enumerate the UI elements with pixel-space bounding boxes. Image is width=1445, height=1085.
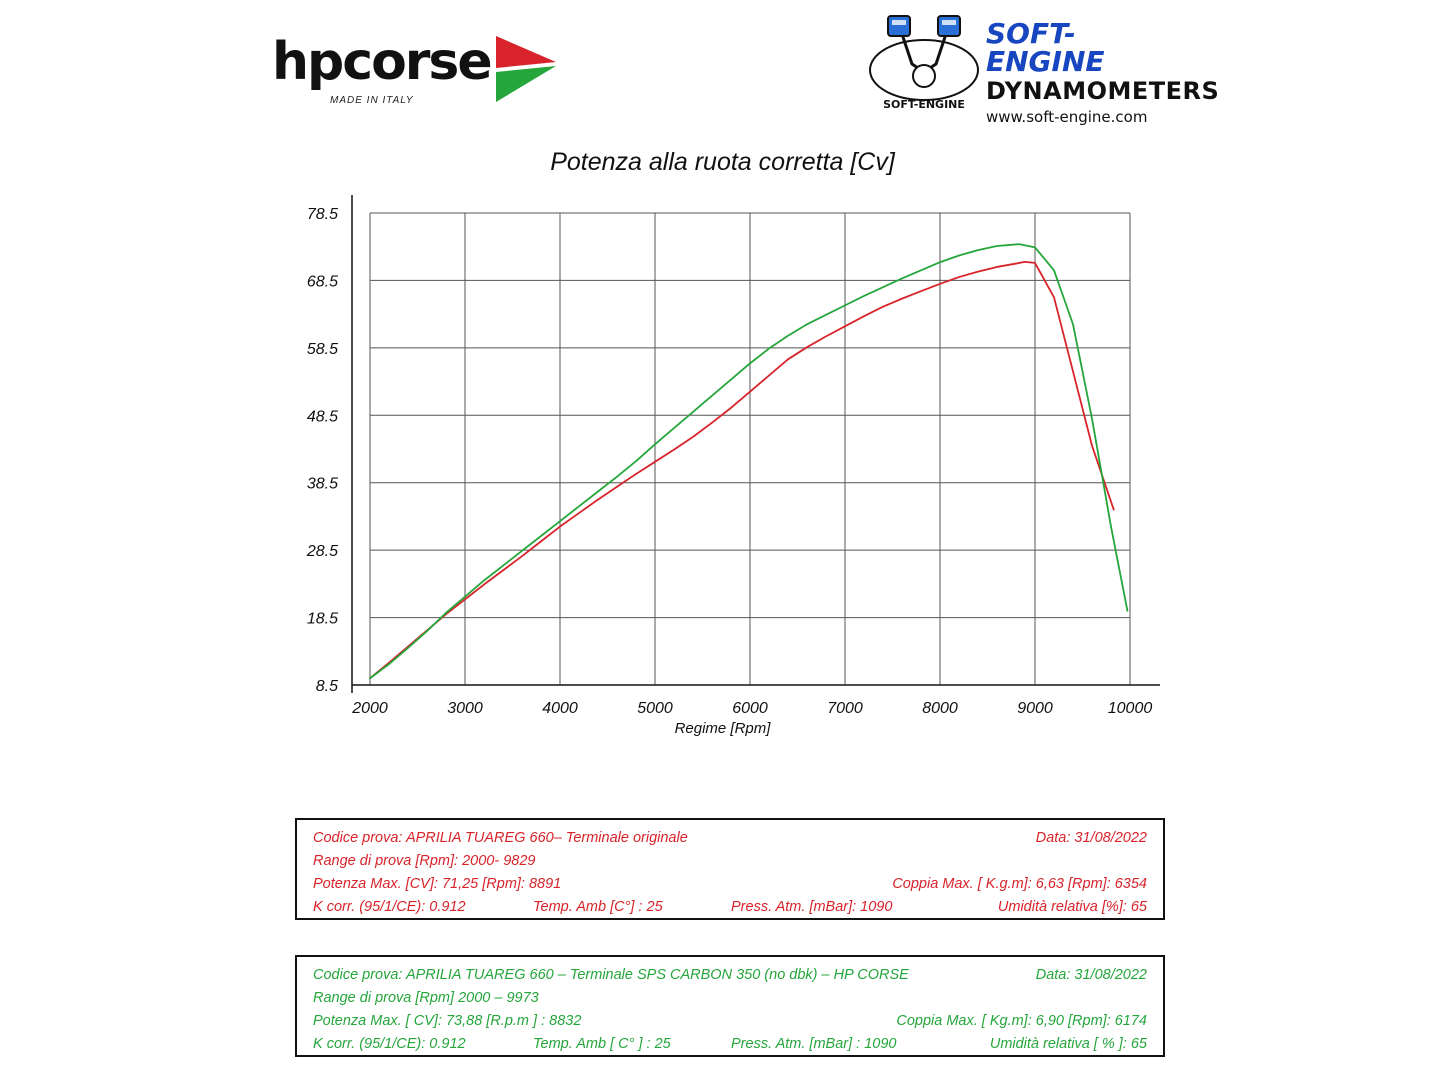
soft-engine-logo (868, 14, 1220, 127)
info-row (311, 990, 1149, 1013)
chart-canvas (0, 185, 1445, 755)
test-date-original: Data: 31/08/2022 (1035, 830, 1147, 846)
test-date-hpcorse: Data: 31/08/2022 (1035, 967, 1147, 983)
header-logos (0, 0, 1445, 130)
ambient-temp-hpcorse: Temp. Amb [ C° ] : 25 (533, 1036, 671, 1052)
humidity-original: Umidità relativa [%]: 65 (997, 899, 1147, 915)
x-tick-label: 10000 (1107, 700, 1153, 717)
x-tick-label: 5000 (637, 700, 673, 717)
hpcorse-logo (272, 28, 572, 118)
y-tick-label: 78.5 (306, 206, 338, 223)
info-row (311, 899, 1149, 922)
y-tick-label: 8.5 (315, 678, 338, 695)
info-row (311, 853, 1149, 876)
soft-engine-badge-icon (868, 14, 980, 112)
soft-engine-url: www.soft-engine.com (986, 108, 1148, 127)
info-row (311, 1013, 1149, 1036)
info-row (311, 1036, 1149, 1059)
series-line-original (370, 262, 1114, 678)
info-row (311, 830, 1149, 853)
atm-pressure-original: Press. Atm. [mBar]: 1090 (731, 899, 893, 915)
x-axis-label: Regime [Rpm] (674, 720, 771, 737)
max-power-hpcorse: Potenza Max. [ CV]: 73,88 [R.p.m ] : 8832 (313, 1013, 582, 1029)
soft-engine-title: SOFT-ENGINE (986, 17, 1105, 78)
humidity-hpcorse: Umidità relativa [ % ]: 65 (989, 1036, 1147, 1052)
k-corr-hpcorse: K corr. (95/1/CE): 0.912 (313, 1036, 466, 1052)
k-corr-original: K corr. (95/1/CE): 0.912 (313, 899, 466, 915)
y-tick-label: 38.5 (306, 475, 338, 493)
x-tick-label: 4000 (542, 700, 578, 717)
x-tick-label: 6000 (732, 700, 768, 717)
chart-title: Potenza alla ruota corretta [Cv] (550, 148, 895, 176)
test-code-hpcorse: Codice prova: APRILIA TUAREG 660 – Terminale SPS CARBON 350 (no dbk) – HP CORSE (313, 967, 909, 983)
max-torque-hpcorse: Coppia Max. [ Kg.m]: 6,90 [Rpm]: 6174 (896, 1013, 1147, 1029)
series-line-hpcorse (370, 244, 1127, 678)
hpcorse-wordmark: hpcorse (272, 32, 491, 92)
ambient-temp-original: Temp. Amb [C°] : 25 (533, 899, 663, 915)
run-info-box-original (295, 818, 1165, 920)
x-tick-label: 9000 (1017, 700, 1053, 717)
hpcorse-tagline: MADE IN ITALY (330, 95, 414, 106)
soft-engine-subtitle: DYNAMOMETERS (986, 77, 1220, 105)
max-torque-original: Coppia Max. [ K.g.m]: 6,63 [Rpm]: 6354 (892, 876, 1147, 892)
test-code-original: Codice prova: APRILIA TUAREG 660– Terminale originale (313, 830, 688, 846)
run-info-box-hpcorse (295, 955, 1165, 1057)
x-tick-label: 3000 (447, 700, 483, 717)
atm-pressure-hpcorse: Press. Atm. [mBar] : 1090 (731, 1036, 897, 1052)
y-tick-label: 18.5 (306, 610, 338, 628)
rpm-range-original: Range di prova [Rpm]: 2000- 9829 (313, 853, 536, 869)
x-tick-label: 7000 (827, 700, 863, 717)
y-tick-label: 68.5 (306, 273, 338, 291)
x-tick-label: 8000 (922, 700, 958, 717)
y-tick-label: 28.5 (306, 543, 338, 561)
y-tick-label: 58.5 (306, 340, 338, 358)
x-tick-label: 2000 (352, 700, 388, 717)
dyno-chart (0, 185, 1445, 755)
hpcorse-arrow-icon (494, 34, 568, 106)
info-row (311, 876, 1149, 899)
info-row (311, 967, 1149, 990)
y-tick-label: 48.5 (306, 408, 338, 426)
svg-text:SOFT-ENGINE: SOFT-ENGINE (883, 98, 965, 111)
max-power-original: Potenza Max. [CV]: 71,25 [Rpm]: 8891 (313, 876, 562, 892)
rpm-range-hpcorse: Range di prova [Rpm] 2000 – 9973 (313, 990, 539, 1006)
